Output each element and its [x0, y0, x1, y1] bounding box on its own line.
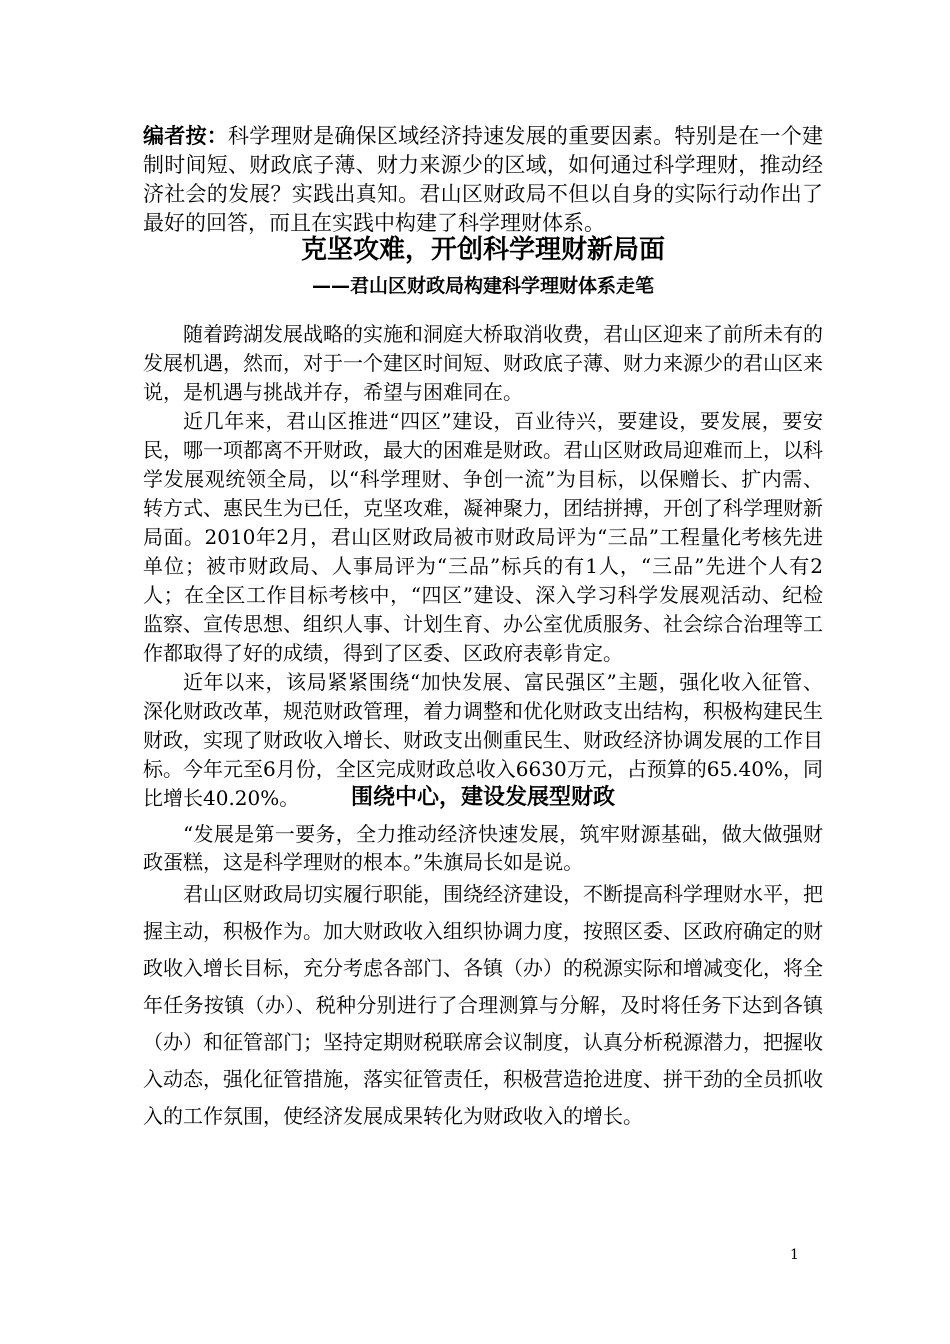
paragraph: 君山区财政局切实履行职能，围绕经济建设，不断提高科学理财水平，把握主动，积极作为。加大财政收入组织协调力度，按照区委、区政府确定的财政收入增长目标，充分考虑各部门、各镇（办）的税源实际和增减变化，将全年任务按镇（办）、税种分别进行了合理测算与分解，及时将任务下达到各镇（办）和征管部门；坚持定期财税联席会议制度，认真分析税源潜力，把握收入动态，强化征管措施，落实征管责任，积极营造抢进度、拼干劲的全员抓收入的工作氛围，使经济发展成果转化为财政收入的增长。	[143, 882, 823, 1128]
section-body	[143, 820, 823, 1135]
article-body	[143, 320, 823, 813]
page-number: 1	[790, 1247, 799, 1263]
article-title: 克坚攻难，开创科学理财新局面	[300, 235, 665, 265]
editor-note-text: 科学理财是确保区域经济持速发展的重要因素。特别是在一个建制时间短、财政底子薄、财力来源少的区域，如何通过科学理财，推动经济社会的发展？实践出真知。君山区财政局不但以自身的实际行动作出了最好的回答，而且在实践中构建了科学理财体系。	[143, 124, 824, 235]
paragraph: “发展是第一要务，全力推动经济快速发展，筑牢财源基础，做大做强财政蛋糕，这是科学理财的根本。”朱旗局长如是说。	[143, 822, 823, 874]
editor-note-label: 编者按：	[143, 124, 229, 148]
paragraph: 近几年来，君山区推进“四区”建设，百业待兴，要建设，要发展，要安民，哪一项都离不开财政，最大的困难是财政。君山区财政局迎难而上，以科学发展观统领全局，以“科学理财、争创一流”为目标，以保赠长、扩内需、转方式、惠民生为已任，克坚攻难，凝神聚力，团结拼搏，开创了科学理财新局面。2010年2月，君山区财政局被市财政局评为“三品”工程量化考核先进单位；被市财政局、人事局评为“三品”标兵的有1人，“三品”先进个人有2人；在全区工作目标考核中，“四区”建设、深入学习科学发展观活动、纪检监察、宣传思想、组织人事、计划生育、办公室优质服务、社会综合治理等工作都取得了好的成绩，得到了区委、区政府表彰肯定。	[143, 409, 823, 665]
editor-note	[143, 122, 823, 238]
paragraph: 随着跨湖发展战略的实施和洞庭大桥取消收费，君山区迎来了前所未有的发展机遇，然而，对于一个建区时间短、财政底子薄、财力来源少的君山区来说，是机遇与挑战并存，希望与困难同在。	[143, 322, 823, 404]
section-heading: 围绕中心，建设发展型财政	[350, 785, 615, 810]
article-subtitle: ——君山区财政局构建科学理财体系走笔	[311, 275, 654, 297]
paragraph: 近年以来，该局紧紧围绕“加快发展、富民强区”主题，强化收入征管、深化财政改革，规范财政管理，着力调整和优化财政支出结构，积极构建民生财政，实现了财政收入增长、财政支出侧重民生、财政经济协调发展的工作目标。今年元至6月份，全区完成财政总收入6630万元，占预算的65.40%，同比增长40.20%。	[143, 670, 823, 810]
